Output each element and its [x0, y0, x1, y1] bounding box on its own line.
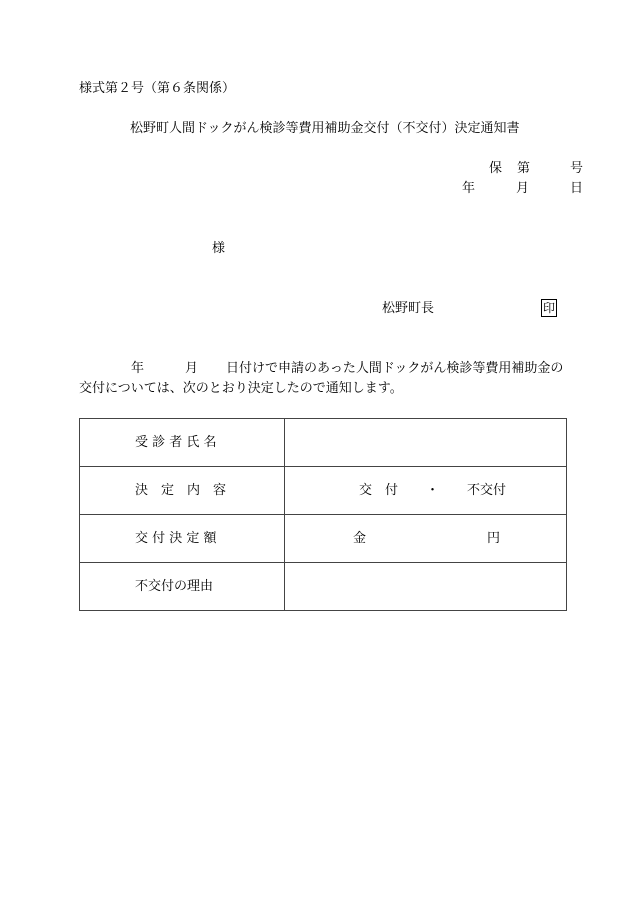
table-row-decision: [80, 467, 567, 515]
decision-table: [79, 418, 567, 611]
label-cell: [80, 515, 285, 563]
amount-unit-yen: 円: [487, 531, 501, 546]
grant-option: 交 付: [359, 483, 399, 498]
doc-number-dai: 第: [517, 161, 531, 176]
seal-mark: 印: [542, 301, 555, 315]
date-year-label: 年: [462, 181, 476, 196]
examinee-name-field: [285, 419, 567, 467]
label-cell: [80, 563, 285, 611]
grant-amount-field: [285, 515, 567, 563]
table-row-amount: [80, 515, 567, 563]
date-month-label: 月: [516, 181, 530, 196]
body-year-label: 年: [131, 361, 145, 376]
issuer-name: 松野町長: [382, 301, 435, 316]
label-cell: [80, 419, 285, 467]
document-title: 松野町人間ドックがん検診等費用補助金交付（不交付）決定通知書: [130, 121, 520, 136]
option-separator: ・: [426, 483, 440, 498]
doc-number-prefix: 保: [489, 161, 503, 176]
decision-content-label: 決 定 内 容: [135, 483, 227, 498]
amount-currency-prefix: 金: [353, 531, 367, 546]
body-line1-text: 日付けで申請のあった人間ドックがん検診等費用補助金の: [226, 361, 564, 376]
decision-content-field: [285, 467, 567, 515]
no-grant-reason-field: [285, 563, 567, 611]
no-grant-reason-label: 不交付の理由: [135, 579, 214, 594]
date-day-label: 日: [570, 181, 584, 196]
no-grant-option: 不交付: [467, 483, 507, 498]
addressee-honorific: 様: [212, 241, 226, 256]
table-row-reason: [80, 563, 567, 611]
body-line2-text: 交付については、次のとおり決定したので通知します。: [79, 381, 403, 396]
body-month-label: 月: [185, 361, 199, 376]
form-number-label: 様式第２号（第６条関係）: [79, 81, 236, 96]
doc-number-go: 号: [570, 161, 584, 176]
grant-amount-label: 交 付 決 定 額: [135, 531, 217, 546]
examinee-name-label: 受 診 者 氏 名: [135, 435, 217, 450]
label-cell: [80, 467, 285, 515]
table-row-examinee: [80, 419, 567, 467]
